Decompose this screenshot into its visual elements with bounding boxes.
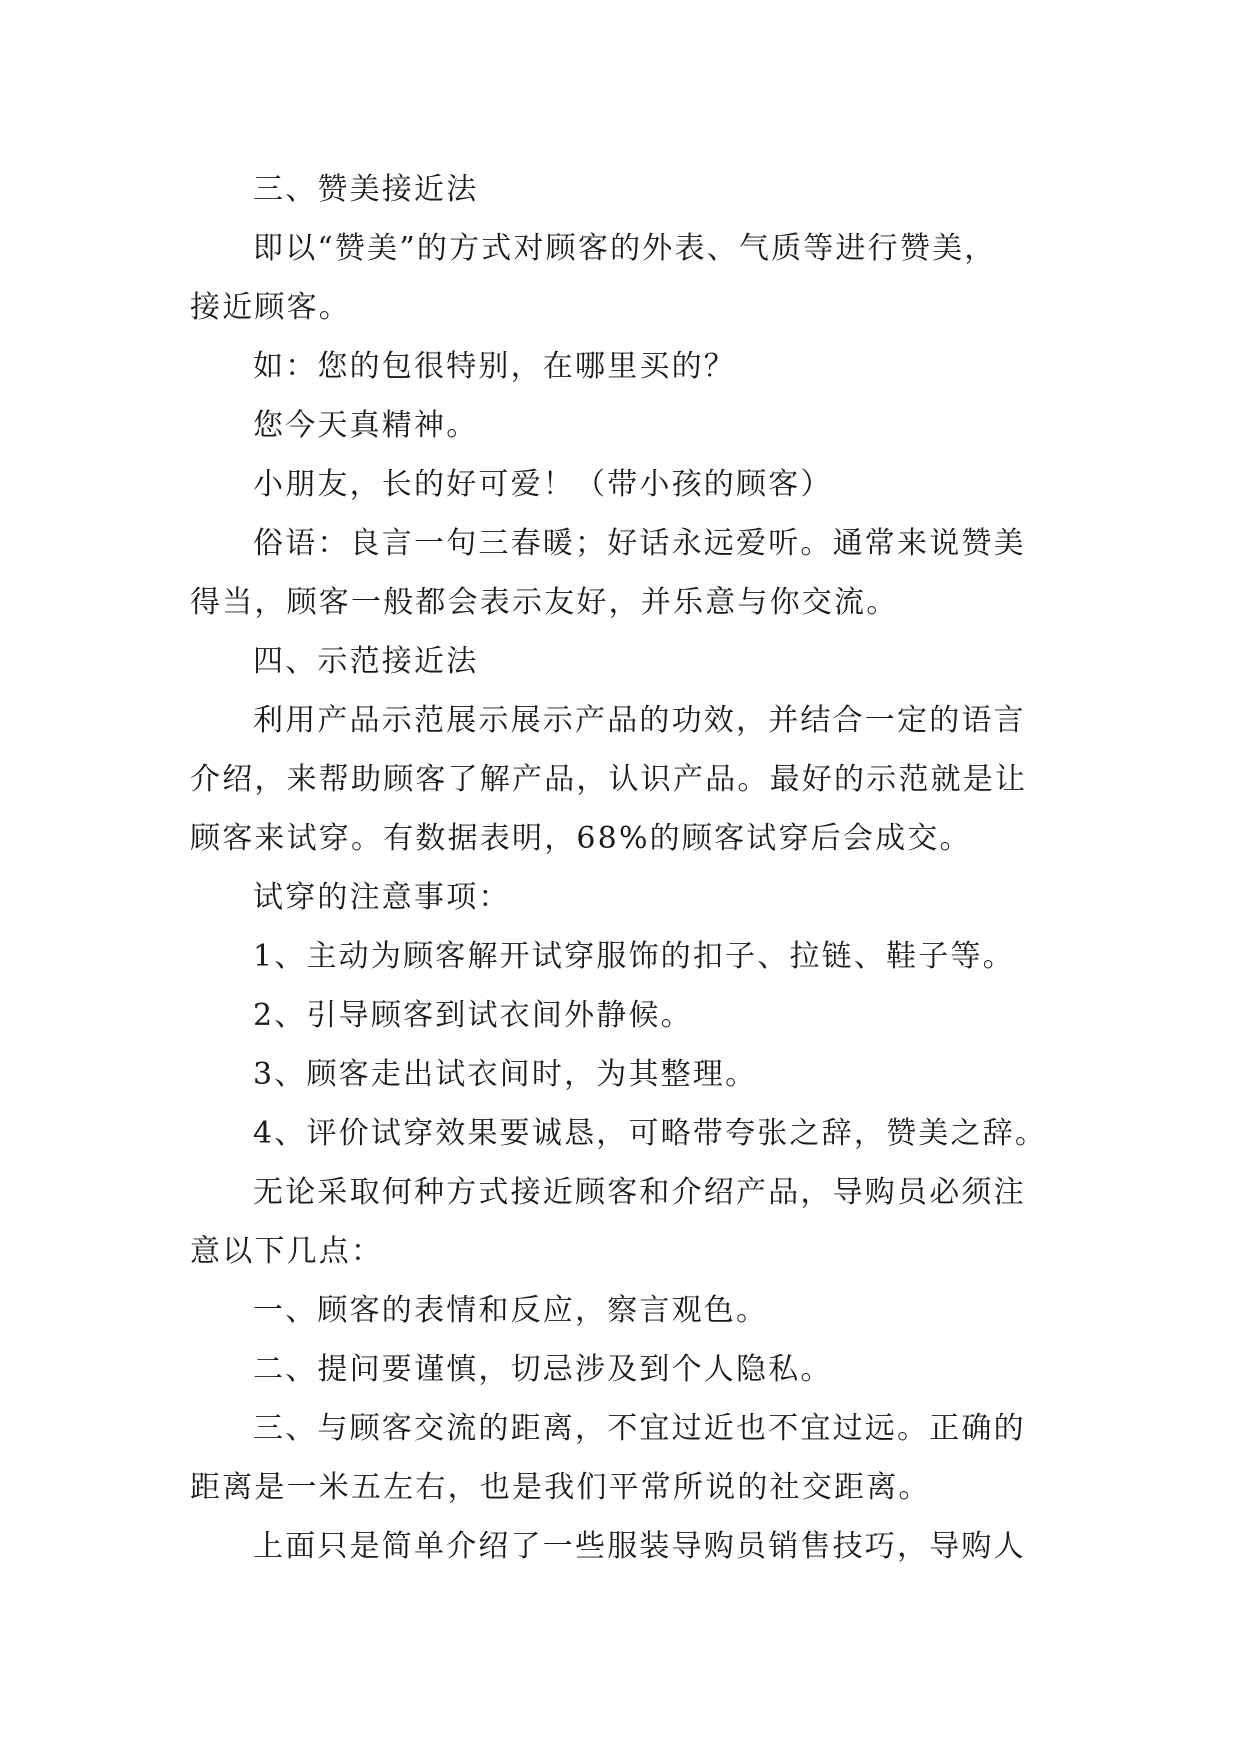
text-line: 俗语：良言一句三春暖；好话永远爱听。通常来说赞美: [253, 526, 1026, 561]
text-line: 顾客来试穿。有数据表明，68%的顾客试穿后会成交。: [190, 821, 972, 856]
text-line: 小朋友，长的好可爱！（带小孩的顾客）: [253, 467, 833, 502]
text-line: 1、主动为顾客解开试穿服饰的扣子、拉链、鞋子等。: [253, 939, 1015, 974]
text-line: 上面只是简单介绍了一些服装导购员销售技巧，导购人: [253, 1529, 1026, 1564]
text-line: 意以下几点：: [190, 1234, 384, 1269]
text-line: 如：您的包很特别，在哪里买的？: [253, 349, 736, 384]
text-line: 利用产品示范展示展示产品的功效，并结合一定的语言: [253, 703, 1026, 738]
document-body: [190, 160, 1060, 1576]
text-line: 接近顾客。: [190, 290, 351, 325]
text-line: 一、顾客的表情和反应，察言观色。: [253, 1293, 769, 1328]
text-line: 您今天真精神。: [253, 408, 479, 443]
text-line: 即以“赞美”的方式对顾客的外表、气质等进行赞美，: [253, 231, 997, 266]
text-line: 距离是一米五左右，也是我们平常所说的社交距离。: [190, 1470, 931, 1505]
text-line: 四、示范接近法: [253, 644, 479, 679]
text-line: 2、引导顾客到试衣间外静候。: [253, 998, 693, 1033]
text-line: 3、顾客走出试衣间时，为其整理。: [253, 1057, 758, 1092]
text-line: 三、赞美接近法: [253, 172, 479, 207]
text-line: 无论采取何种方式接近顾客和介绍产品，导购员必须注: [253, 1175, 1026, 1210]
text-line: 4、评价试穿效果要诚恳，可略带夸张之辞，赞美之辞。: [253, 1116, 1048, 1151]
text-line: 介绍，来帮助顾客了解产品，认识产品。最好的示范就是让: [190, 762, 1028, 797]
text-line: 二、提问要谨慎，切忌涉及到个人隐私。: [253, 1352, 833, 1387]
text-line: 得当，顾客一般都会表示友好，并乐意与你交流。: [190, 585, 899, 620]
text-line: 三、与顾客交流的距离，不宜过近也不宜过远。正确的: [253, 1411, 1026, 1446]
text-line: 试穿的注意事项：: [253, 880, 511, 915]
